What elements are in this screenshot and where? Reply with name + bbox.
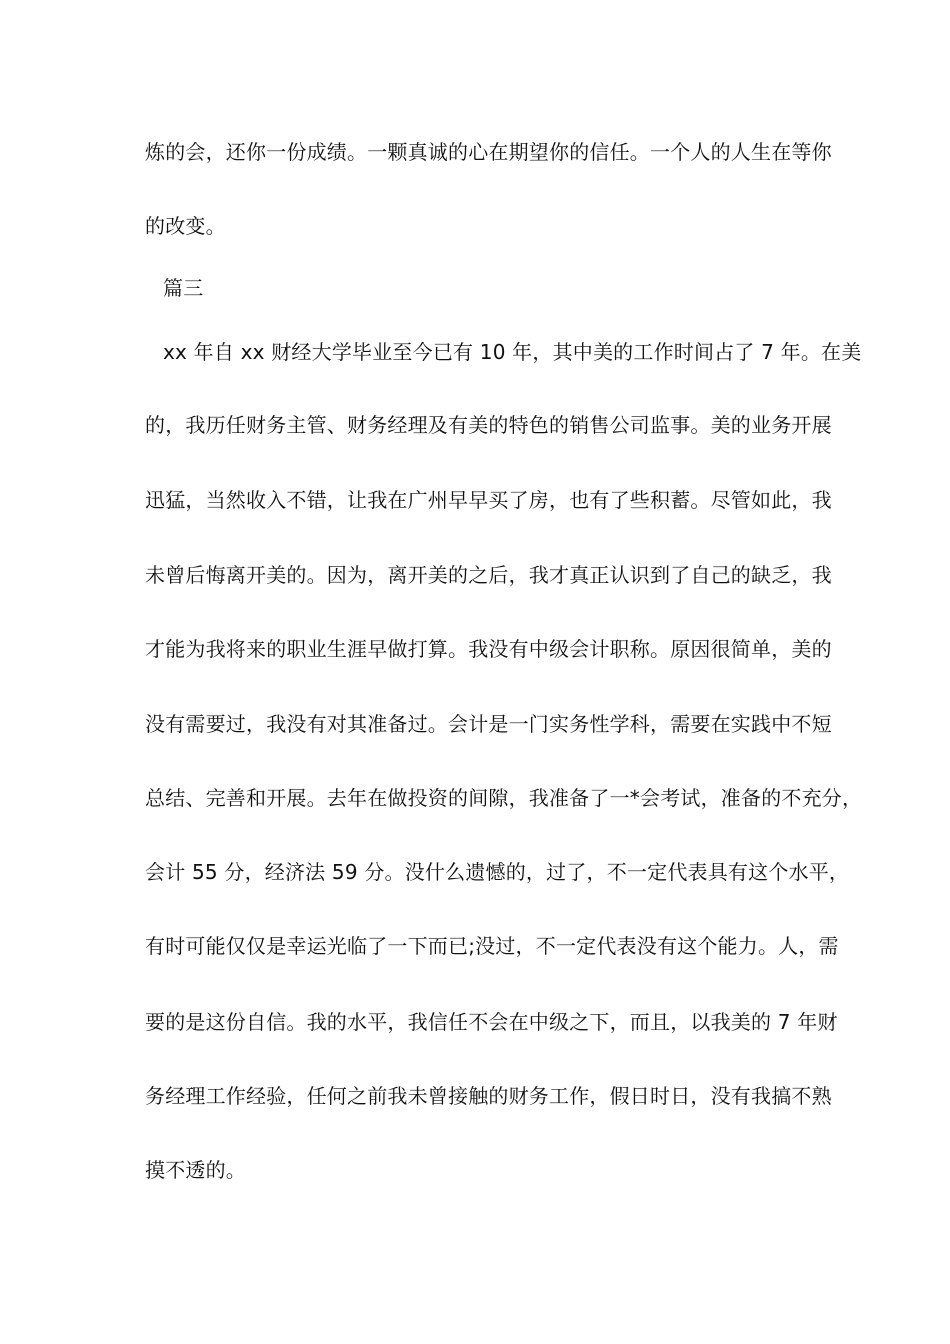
paragraph-line-4: 的，我历任财务主管、财务经理及有美的特色的销售公司监事。美的业务开展 (145, 413, 832, 437)
paragraph-line-5: 迅猛，当然收入不错，让我在广州早早买了房，也有了些积蓄。尽管如此，我 (145, 488, 832, 512)
section-heading: 篇三 (163, 276, 204, 300)
paragraph-line-13: 务经理工作经验，任何之前我未曾接触的财务工作，假日时日，没有我搞不熟 (145, 1084, 832, 1108)
paragraph-line-2: 的改变。 (145, 214, 226, 238)
paragraph-line-11: 有时可能仅仅是幸运光临了一下而已;没过，不一定代表没有这个能力。人，需 (145, 934, 839, 958)
paragraph-line-9: 总结、完善和开展。去年在做投资的间隙，我准备了一*会考试，准备的不充分， (145, 786, 863, 810)
paragraph-line-12: 要的是这份自信。我的水平，我信任不会在中级之下，而且，以我美的 7 年财 (145, 1010, 838, 1034)
paragraph-line-8: 没有需要过，我没有对其准备过。会计是一门实务性学科，需要在实践中不短 (145, 712, 832, 736)
paragraph-line-3: xx 年自 xx 财经大学毕业至今已有 10 年，其中美的工作时间占了 7 年。在美 (163, 340, 862, 364)
paragraph-line-7: 才能为我将来的职业生涯早做打算。我没有中级会计职称。原因很简单，美的 (145, 637, 832, 661)
paragraph-line-10: 会计 55 分，经济法 59 分。没什么遗憾的，过了，不一定代表具有这个水平， (145, 860, 850, 884)
paragraph-line-14: 摸不透的。 (145, 1158, 246, 1182)
paragraph-line-1: 炼的会，还你一份成绩。一颗真诚的心在期望你的信任。一个人的人生在等你 (145, 140, 832, 164)
paragraph-line-6: 未曾后悔离开美的。因为，离开美的之后，我才真正认识到了自己的缺乏，我 (145, 563, 832, 587)
